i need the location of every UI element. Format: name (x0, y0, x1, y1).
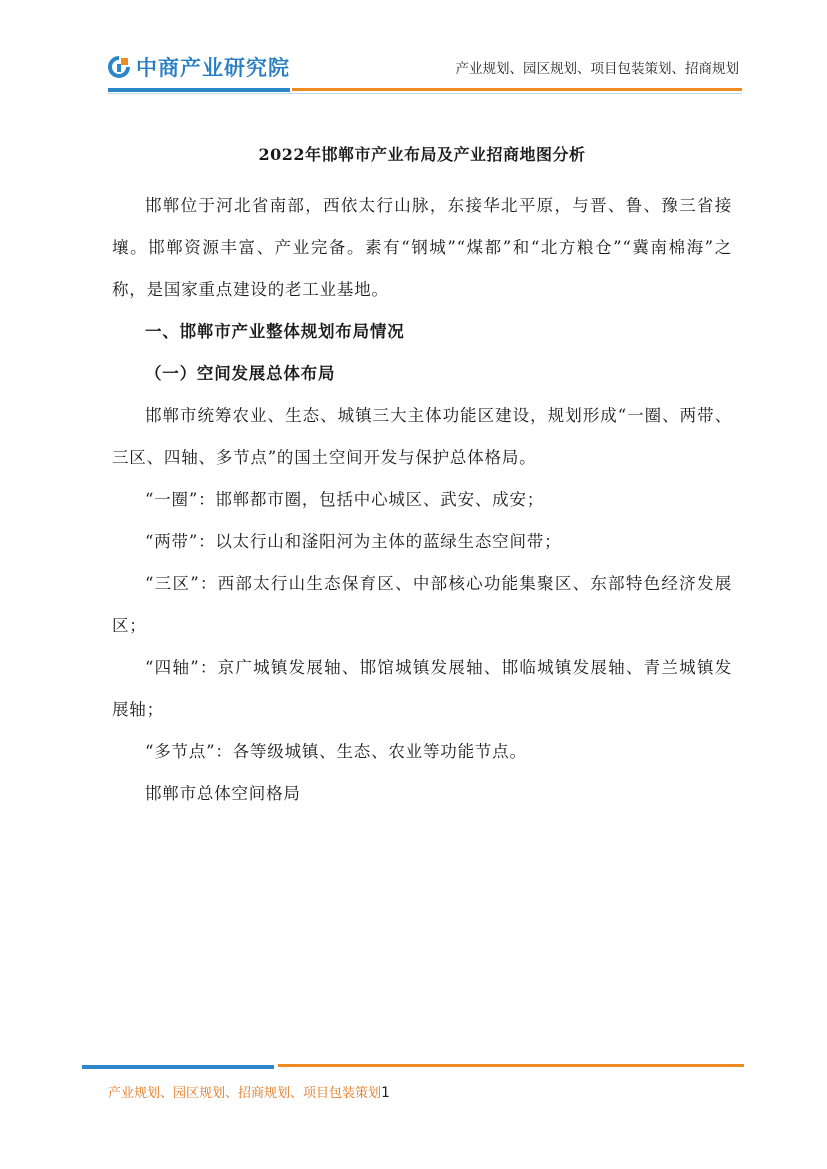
section-heading: 一、邯郸市产业整体规划布局情况 (145, 322, 405, 341)
paragraph: “两带”：以太行山和滏阳河为主体的蓝绿生态空间带； (145, 532, 562, 551)
figure-caption: 邯郸市总体空间格局 (145, 784, 301, 803)
header-divider-orange (292, 88, 742, 91)
document-title: 2022年邯郸市产业布局及产业招商地图分析 (258, 145, 586, 164)
document-body (112, 142, 732, 815)
paragraph: “四轴”：京广城镇发展轴、邯馆城镇发展轴、邯临城镇发展轴、青兰城镇发展轴； (112, 658, 732, 719)
page-number: 1 (381, 1085, 390, 1101)
header-slogan: 产业规划、园区规划、项目包装策划、招商规划 (455, 61, 739, 77)
paragraph: “三区”：西部太行山生态保育区、中部核心功能集聚区、东部特色经济发展区； (112, 574, 732, 635)
intro-paragraph: 邯郸位于河北省南部，西依太行山脉，东接华北平原，与晋、鲁、豫三省接壤。邯郸资源丰富、产业完备。素有“钢城”“煤都”和“北方粮仓”“冀南棉海”之称，是国家重点建设的老工业基地。 (112, 196, 732, 299)
header-divider-blue (108, 88, 290, 92)
paragraph: 邯郸市统筹农业、生态、城镇三大主体功能区建设，规划形成“一圈、两带、三区、四轴、多节点”的国土空间开发与保护总体格局。 (112, 406, 732, 467)
logo-text: 中商产业研究院 (136, 56, 290, 80)
paragraph: “一圈”：邯郸都市圈，包括中心城区、武安、成安； (145, 490, 545, 509)
logo-icon (108, 56, 130, 78)
subsection-heading: （一）空间发展总体布局 (145, 364, 336, 383)
page-header (0, 0, 827, 100)
header-divider-thin (108, 93, 742, 94)
footer-divider-orange (278, 1064, 744, 1067)
company-logo (108, 52, 290, 82)
paragraph: “多节点”：各等级城镇、生态、农业等功能节点。 (145, 742, 527, 761)
page-footer (108, 1082, 390, 1101)
footer-divider-blue (82, 1065, 274, 1069)
footer-slogan: 产业规划、园区规划、招商规划、项目包装策划 (108, 1086, 382, 1101)
